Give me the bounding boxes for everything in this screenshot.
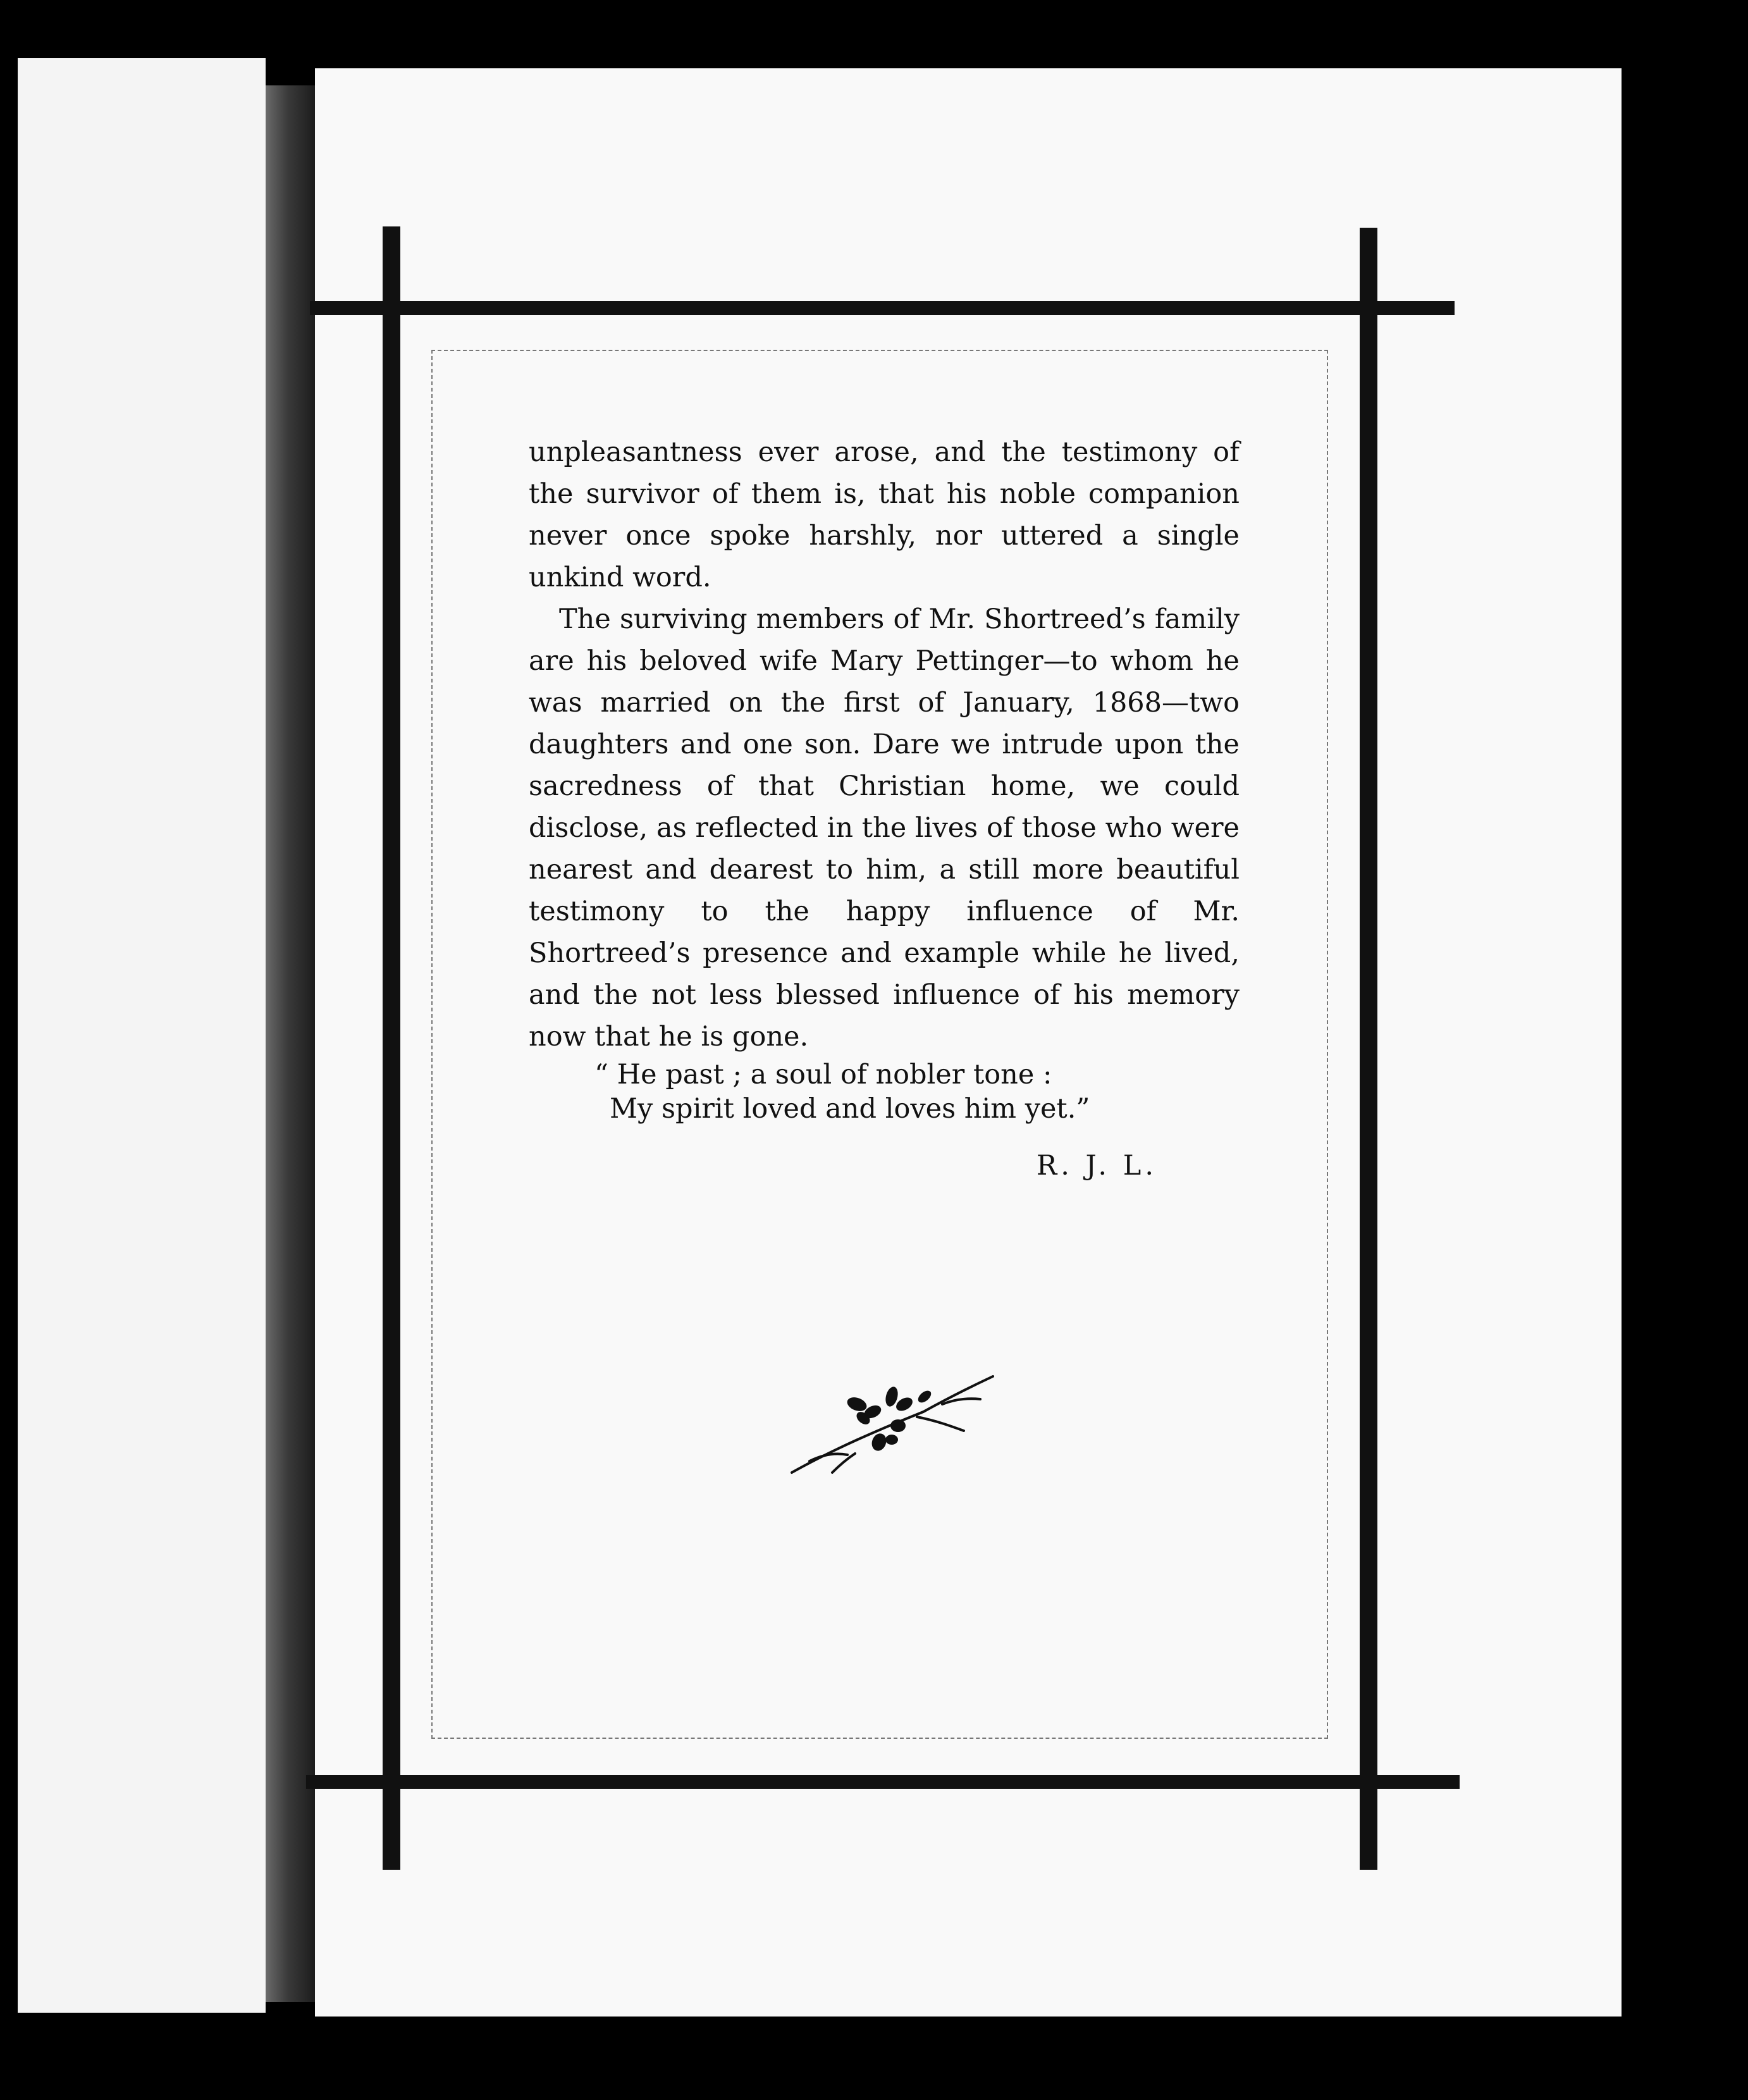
left-page	[18, 58, 266, 2013]
signature: R. J. L.	[1036, 1150, 1157, 1182]
frame-bar-bottom	[306, 1775, 1460, 1789]
paragraph-2: The surviving members of Mr. Shortreed’s family are his beloved wife Mary Pettinger—to whom he was married on the first of January, 1868—two daughters and one son. Dare we intrude upon the sacredness of that Christian home, we could disclose, as reflected in the lives of those who were nearest and dearest to him, a still more beautiful testimony to the happy influence of Mr. Shortreed’s presence and example while he lived, and the not less blessed influence of his memory now that he is gone.	[529, 603, 1240, 1053]
frame-bar-top	[310, 301, 1455, 315]
leaf-sprig-ornament	[784, 1360, 999, 1480]
frame-bar-right	[1360, 228, 1377, 1870]
frame-bar-left	[383, 226, 400, 1870]
paragraph-1: unpleasantness ever arose, and the testimony of the survivor of them is, that his noble companion never once spoke harshly, nor uttered a single unkind word.	[529, 436, 1240, 593]
book-spine	[266, 85, 315, 2002]
quote-line-1: “ He past ; a soul of nobler tone :	[594, 1059, 1052, 1090]
quote-line-2: My spirit loved and loves him yet.”	[610, 1093, 1090, 1125]
page-text	[529, 431, 1240, 1187]
verse-quote	[529, 1058, 1240, 1126]
